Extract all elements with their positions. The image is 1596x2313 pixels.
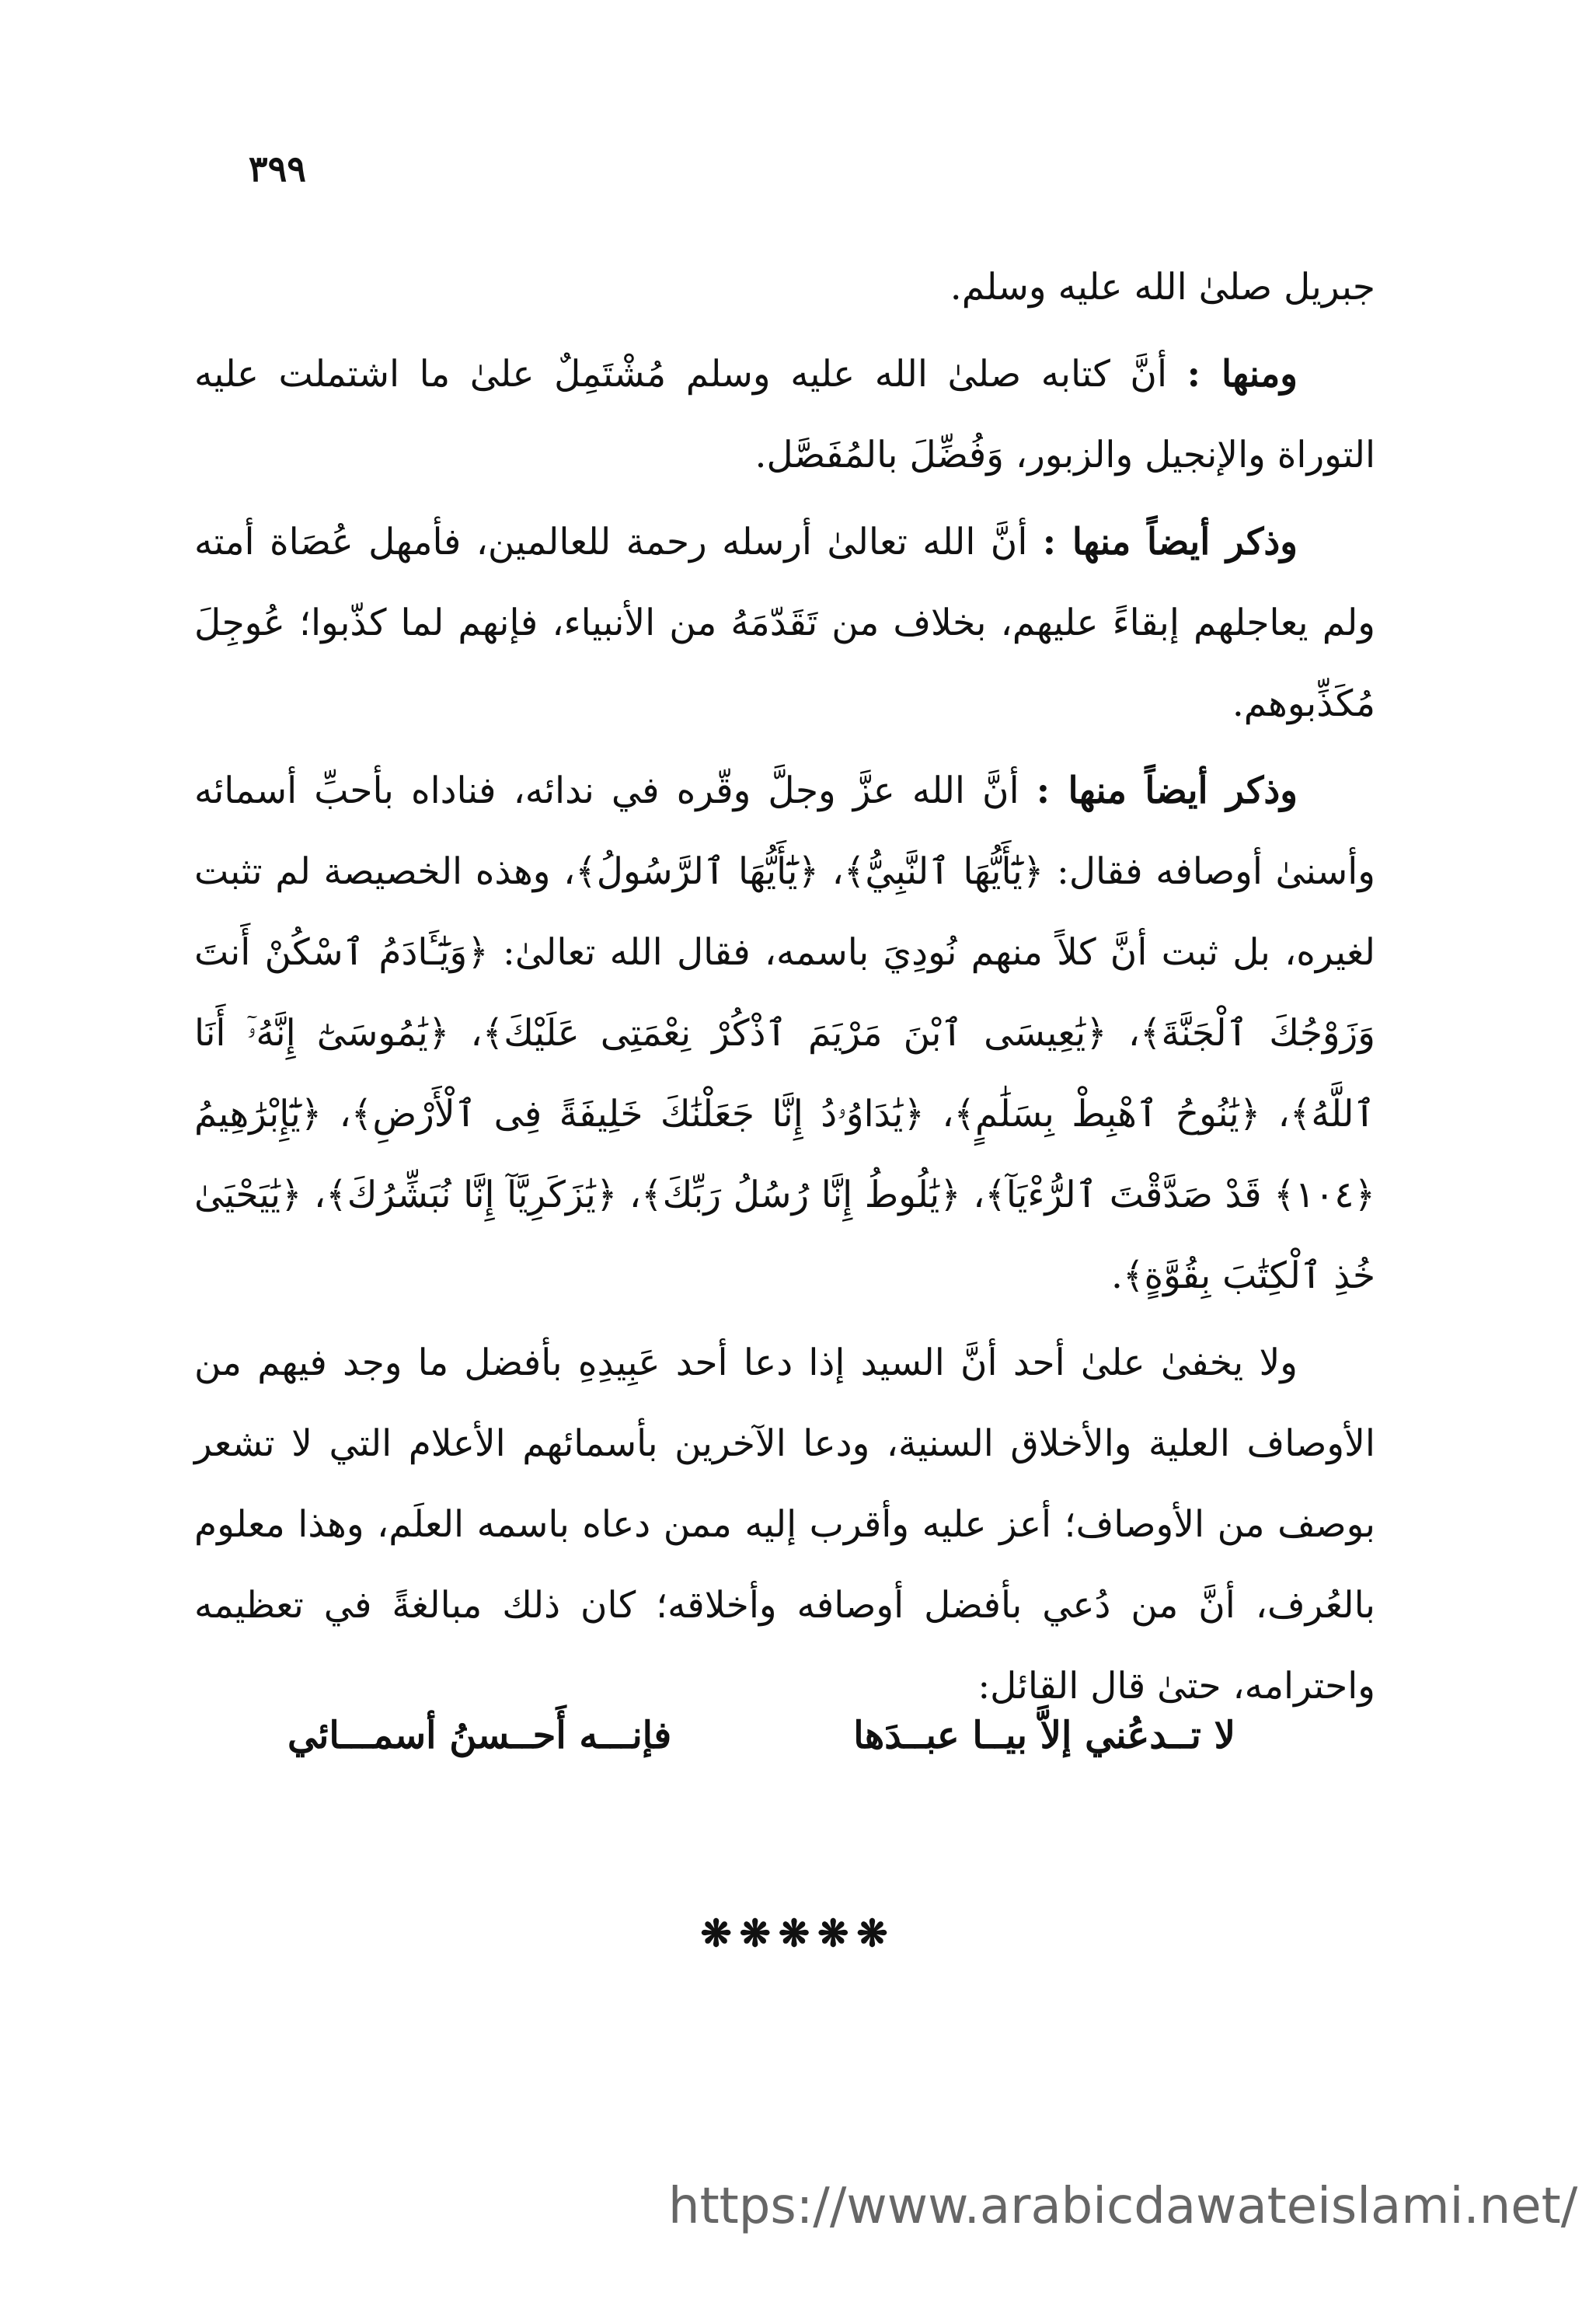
paragraph-text: جبريل صلىٰ الله عليه وسلم. xyxy=(950,266,1375,309)
section-separator: ❋❋❋❋❋ xyxy=(700,1912,896,1955)
paragraph-lead: وذكر أيضاً منها : xyxy=(1042,521,1298,563)
paragraph-conclusion xyxy=(194,1323,1375,1727)
paragraph-lead: وذكر أيضاً منها : xyxy=(1036,769,1298,812)
watermark-url: https://www.arabicdawateislami.net/ xyxy=(668,2178,1578,2235)
verse-first-hemistich: لا تــدعُني إلاَّ بيــا عبــدَها xyxy=(853,1714,1235,1757)
paragraph-lead: ومنها : xyxy=(1187,353,1298,396)
paragraph-scripture xyxy=(194,334,1375,496)
paragraph-text: أنَّ الله تعالىٰ أرسله رحمة للعالمين، فأمهل عُصَاة أمته ولم يعاجلهم إبقاءً عليهم، بخلاف من تَقَدّمَهُ من الأنبياء، فإنهم لما كذّبوا؛ عُوجِلَ مُكَذِّبوهم. xyxy=(194,521,1375,725)
poetry-verse xyxy=(287,1714,1235,1757)
verse-second-hemistich: فإنـــه أَحــسنُ أسمـــائي xyxy=(287,1714,672,1757)
paragraph-calling xyxy=(194,751,1375,1317)
paragraph-text: أنَّ كتابه صلىٰ الله عليه وسلم مُشْتَمِلٌ علىٰ ما اشتملت عليه التوراة والإنجيل والزبور، وَفُضِّلَ بالمُفَصَّل. xyxy=(194,353,1375,476)
paragraph-mercy xyxy=(194,502,1375,745)
page-number: ٣٩٩ xyxy=(248,148,306,190)
body-text xyxy=(194,247,1375,1727)
paragraph-opening xyxy=(194,247,1375,328)
paragraph-text: ولا يخفىٰ علىٰ أحد أنَّ السيد إذا دعا أحد عَبِيدِهِ بأفضل ما وجد فيهم من الأوصاف العلية والأخلاق السنية، ودعا الآخرين بأسمائهم الأعلام التي لا تشعر بوصف من الأوصاف؛ أعز عليه وأقرب إليه ممن دعاه باسمه العلَم، وهذا معلوم بالعُرف، أنَّ من دُعي بأفضل أوصافه وأخلاقه؛ كان ذلك مبالغةً في تعظيمه واحترامه، حتىٰ قال القائل: xyxy=(194,1341,1375,1708)
paragraph-text: أنَّ الله عزَّ وجلَّ وقّره في ندائه، فناداه بأحبِّ أسمائه وأسنىٰ أوصافه فقال: ﴿يَٰٓأَيُّهَا ٱلنَّبِيُّ﴾، ﴿يَٰٓأَيُّهَا ٱلرَّسُولُ﴾، وهذه الخصيصة لم تثبت لغيره، بل ثبت أنَّ كلاً منهم نُودِيَ باسمه، فقال الله تعالىٰ: ﴿وَيَٰٓـَٔادَمُ ٱسْكُنْ أَنتَ وَزَوْجُكَ ٱلْجَنَّةَ﴾، ﴿يَٰعِيسَى ٱبْنَ مَرْيَمَ ٱذْكُرْ نِعْمَتِى عَلَيْكَ﴾، ﴿يَٰمُوسَىٰٓ إِنَّهُۥٓ أَنَا ٱللَّهُ﴾، ﴿يَٰنُوحُ ٱهْبِطْ بِسَلَٰمٍ﴾، ﴿يَٰدَاوُۥدُ إِنَّا جَعَلْنَٰكَ خَلِيفَةً فِى ٱلْأَرْضِ﴾، ﴿يَٰٓإِبْرَٰهِيمُ ﴿١٠٤﴾ قَدْ صَدَّقْتَ ٱلرُّءْيَآ﴾، ﴿يَٰلُوطُ إِنَّا رُسُلُ رَبِّكَ﴾، ﴿يَٰزَكَرِيَّآ إِنَّا نُبَشِّرُكَ﴾، ﴿يَٰيَحْيَىٰ خُذِ ٱلْكِتَٰبَ بِقُوَّةٍ﴾. xyxy=(194,769,1375,1297)
